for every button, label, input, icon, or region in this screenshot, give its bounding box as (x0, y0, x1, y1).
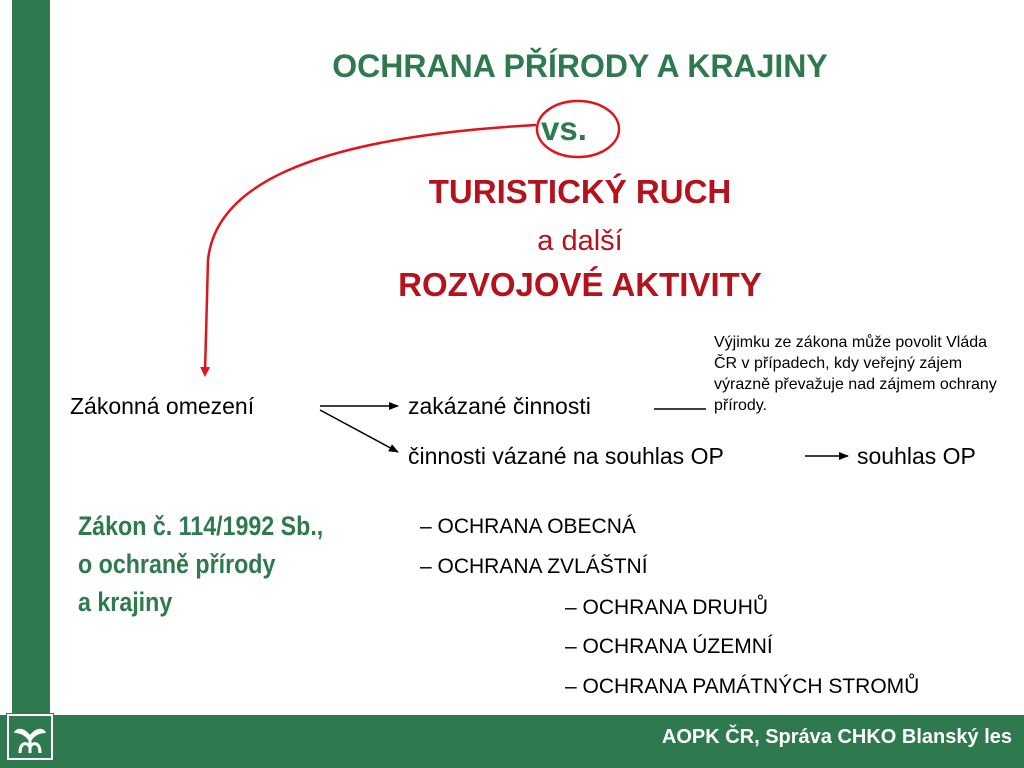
vs-label: vs. (541, 110, 587, 147)
footer-text: AOPK ČR, Správa CHKO Blanský les (661, 726, 1012, 748)
consent-result-label: souhlas OP (857, 443, 976, 469)
forbidden-activities-label: zakázané činnosti (408, 393, 591, 419)
territorial-protection-item: – OCHRANA ÚZEMNÍ (565, 635, 773, 658)
and-other-label: a další (537, 225, 623, 257)
development-heading: ROZVOJOVÉ AKTIVITY (398, 266, 762, 303)
law-line-2: o ochraně přírody (78, 549, 276, 579)
main-title: OCHRANA PŘÍRODY A KRAJINY (332, 48, 828, 84)
consent-activities-label: činnosti vázané na souhlas OP (408, 443, 724, 469)
law-line-3: a krajiny (78, 587, 173, 617)
arrow-to-consent (320, 410, 398, 452)
species-protection-item: – OCHRANA DRUHŮ (565, 596, 769, 619)
memorial-trees-protection-item: – OCHRANA PAMÁTNÝCH STROMŮ (565, 675, 920, 698)
exception-note: Výjimku ze zákona může povolit Vláda ČR v případech, kdy veřejný zájem výrazně převažuje nad zájmem ochrany přírody. (714, 334, 997, 414)
vs-circle (537, 101, 619, 157)
curved-arrow (205, 125, 536, 372)
tourism-heading: TURISTICKÝ RUCH (428, 173, 732, 210)
law-title (78, 507, 323, 621)
special-protection-item: – OCHRANA ZVLÁŠTNÍ (420, 555, 648, 578)
legal-restrictions-label: Zákonná omezení (70, 393, 255, 419)
general-protection-item: – OCHRANA OBECNÁ (420, 515, 636, 538)
law-line-1: Zákon č. 114/1992 Sb., (78, 511, 324, 541)
